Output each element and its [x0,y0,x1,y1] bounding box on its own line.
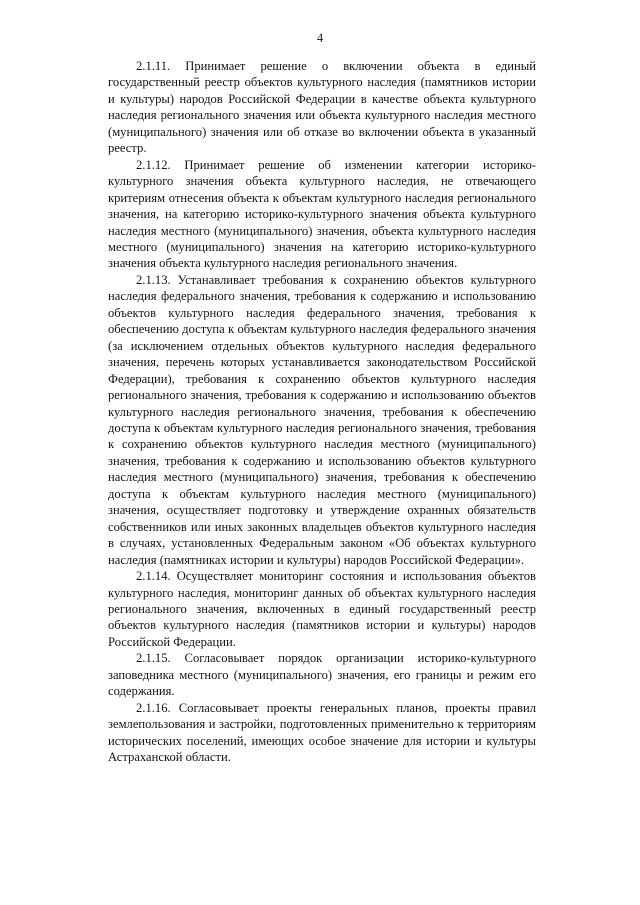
paragraph-2-1-15: 2.1.15. Согласовывает порядок организации историко-культурного заповедника местного (муниципального) значения, его границы и режим его содержания. [108,651,536,699]
paragraph-2-1-11: 2.1.11. Принимает решение о включении объекта в единый государственный реестр объектов культурного наследия (памятников истории и культуры) народов Российской Федерации в качестве объекта культурного наследия регионального значения или объекта культурного наследия местного (муниципального) значения или об отказе во включении объекта в указанный реестр. [108,59,536,156]
document-body [108,58,536,765]
page-number: 4 [316,31,324,45]
paragraph-2-1-16: 2.1.16. Согласовывает проекты генеральных планов, проекты правил землепользования и застройки, подготовленных применительно к территориям исторических поселений, имеющих особое значение для истории и культуры Астраханской области. [108,700,536,765]
paragraph-2-1-12: 2.1.12. Принимает решение об изменении категории историко-культурного значения объекта культурного наследия, не отвечающего критериям отнесения объекта к объектам культурного наследия регионального значения, на категорию историко-культурного значения объекта культурного наследия местного (муниципального) значения, объекта культурного наследия местного (муниципального) значения на категорию историко-культурного значения объекта культурного наследия регионального значения. [108,157,536,271]
paragraph-2-1-14: 2.1.14. Осуществляет мониторинг состояния и использования объектов культурного наследия, мониторинг данных об объектах культурного наследия регионального значения, включенных в единый государственный реестр объектов культурного наследия (памятников истории и культуры) народов Российской Федерации. [108,569,536,649]
paragraph-2-1-13: 2.1.13. Устанавливает требования к сохранению объектов культурного наследия федерального значения, требования к содержанию и использованию объектов культурного наследия федерального значения, требования к обеспечению доступа к объектам культурного наследия федерального значения (за исключением отдельных объектов культурного наследия федерального значения, перечень которых устанавливается законодательством Российской Федерации), требования к сохранению объектов культурного наследия регионального значения, требования к содержанию и использованию объектов культурного наследия регионального значения, требования к обеспечению доступа к объектам культурного наследия регионального значения, требования к сохранению объектов культурного наследия местного (муниципального) значения, требования к содержанию и использованию объектов культурного наследия местного (муниципального) значения, требования к обеспечению доступа к объектам культурного наследия местного (муниципального) значения, осуществляет подготовку и утверждение охранных обязательств собственников или иных законных владельцев объектов культурного наследия в случаях, установленных Федеральным законом «Об объектах культурного наследия (памятниках истории и культуры) народов Российской Федерации». [108,272,536,567]
